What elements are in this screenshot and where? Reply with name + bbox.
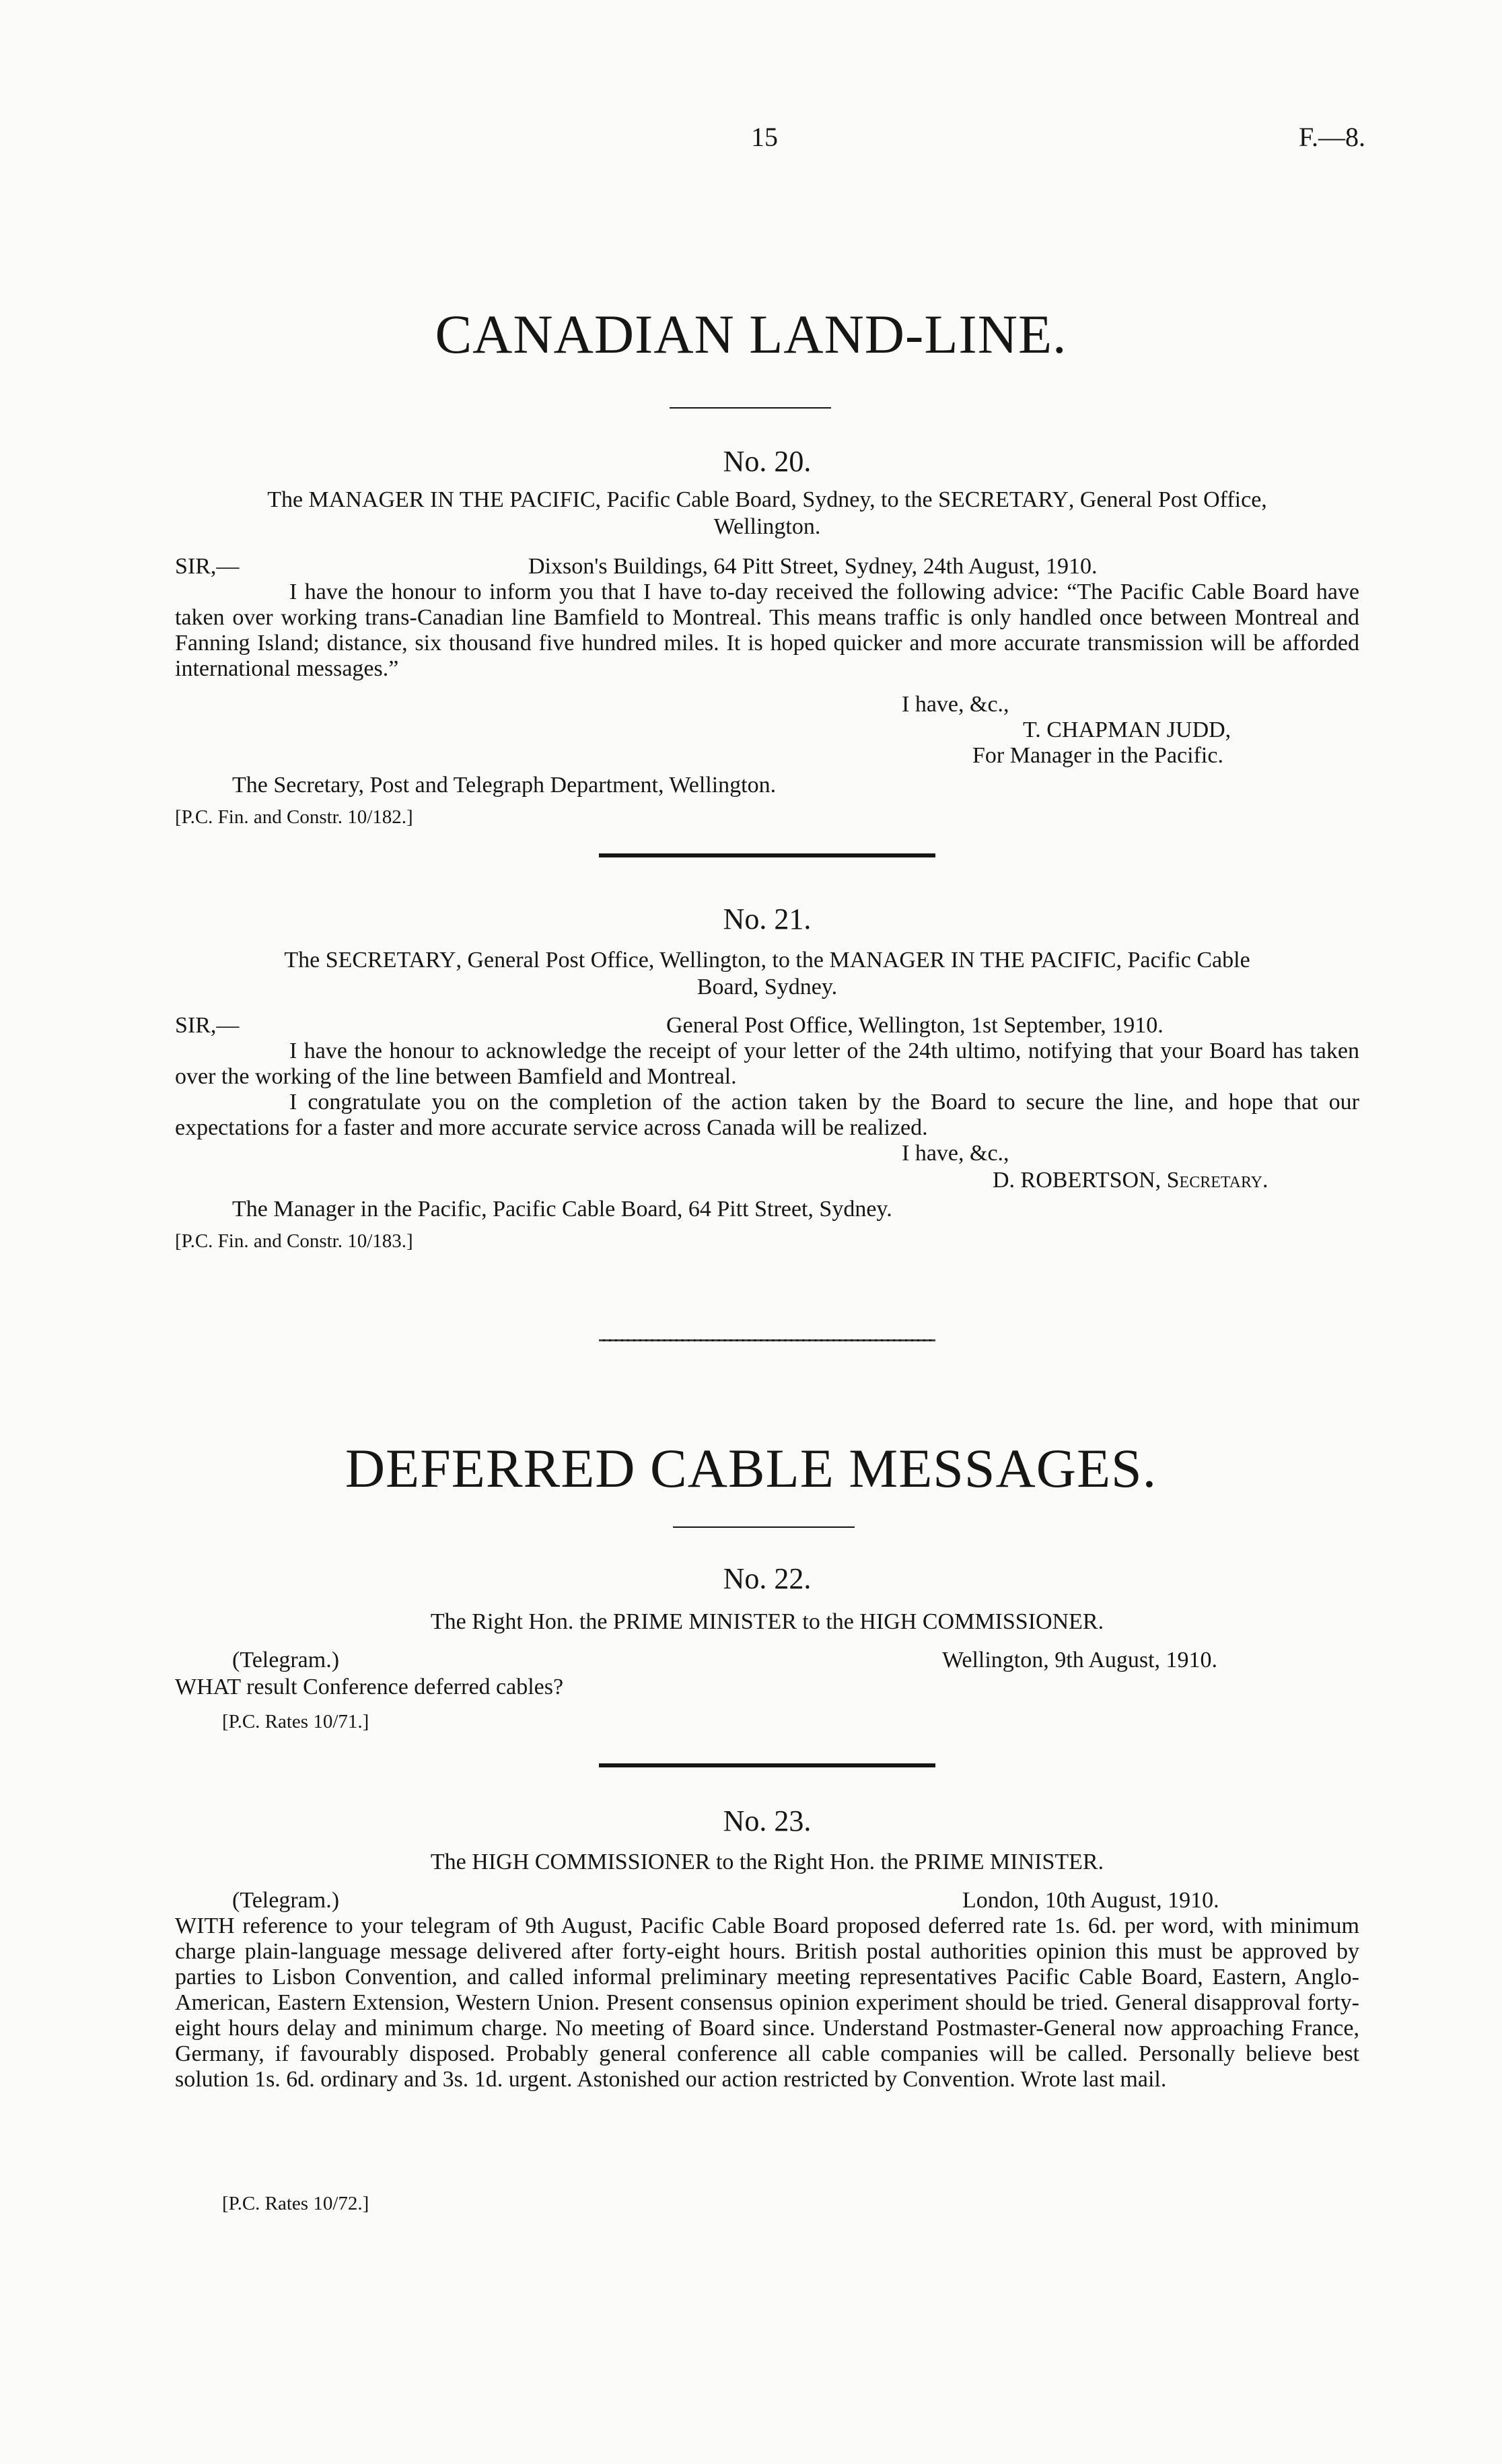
message-23-body: WITH reference to your telegram of 9th August, Pacific Cable Board proposed deferred rate 1s. 6d. per word, with minimum charge plain-language message delivered after forty-eight hours. British postal authorities opinion this must be approved by parties to Lisbon Convention, and called informal preliminary meeting representatives Pacific Cable Board, Eastern, Anglo-American, Eastern Extension, Western Union. Present consensus opinion experiment should be tried. General disapproval forty-eight hours delay and minimum charge. No meeting of Board since. Understand Postmaster-General now approaching France, Germany, if favourably disposed. Probably general conference all cable companies will be called. Personally believe best solution 1s. 6d. ordinary and 3s. 1d. urgent. Astonished our action restricted by Convention. Wrote last mail.	[175, 1913, 1359, 2092]
letter-separator-rule	[599, 853, 935, 857]
letter-20-body: I have the honour to inform you that I have to-day received the following advice: “The Pacific Cable Board have taken over working trans-Canadian line Bamfield to Montreal. This means traffic is only handled once between Montreal and Fanning Island; distance, six thousand five hundred miles. It is hoped quicker and more accurate transmission will be afforded international messages.”	[175, 579, 1359, 681]
message-22-file-ref: [P.C. Rates 10/71.]	[222, 1711, 369, 1732]
letter-20-from: MANAGER IN THE PACIFIC	[308, 487, 596, 512]
letter-number-21: No. 21.	[723, 903, 812, 936]
letter-20-signatory: T. CHAPMAN JUDD,	[1023, 717, 1231, 742]
message-22-type: (Telegram.)	[232, 1648, 340, 1673]
message-23-heading: The HIGH COMMISSIONER to the Right Hon. the PRIME MINISTER.	[430, 1850, 1104, 1874]
message-23-file-ref: [P.C. Rates 10/72.]	[222, 2193, 369, 2214]
letter-number-20: No. 20.	[723, 445, 812, 478]
letter-21-recipient: The Manager in the Pacific, Pacific Cable Board, 64 Pitt Street, Sydney.	[232, 1197, 892, 1222]
title-rule	[670, 407, 831, 409]
message-number-23: No. 23.	[723, 1804, 812, 1837]
message-23-type: (Telegram.)	[232, 1888, 340, 1913]
section-title-canadian-landline: CANADIAN LAND-LINE.	[435, 304, 1067, 365]
message-number-22: No. 22.	[723, 1562, 812, 1595]
letter-21-address-tail: Pacific Cable	[1127, 948, 1250, 973]
letter-21-address: The SECRETARY, General Post Office, Wellington, to the MANAGER IN THE PACIFIC, Pacific Cable Board, Sydney.	[284, 948, 1250, 999]
letter-21-file-ref: [P.C. Fin. and Constr. 10/183.]	[175, 1230, 413, 1252]
letter-20-address-tail: General Post Office,	[1079, 487, 1267, 512]
section-title-deferred-cable-messages: DEFERRED CABLE MESSAGES.	[345, 1438, 1157, 1499]
letter-21-address-rest: General Post Office, Wellington, to the	[467, 948, 824, 973]
letter-20-address: The MANAGER IN THE PACIFIC, Pacific Cable Board, Sydney, to the SECRETARY, General Post Office, Wellington.	[267, 487, 1267, 539]
document-reference: F.—8.	[1299, 122, 1366, 152]
letter-21-signatory: D. ROBERTSON, Secretary.	[993, 1168, 1268, 1193]
letter-20-salutation: SIR,—	[175, 554, 240, 579]
page-number: 15	[751, 122, 778, 152]
letter-20-recipient: The Secretary, Post and Telegraph Department, Wellington.	[232, 773, 777, 798]
letter-21-to: MANAGER IN THE PACIFIC	[829, 948, 1116, 973]
letter-21-body-paragraph-2: I congratulate you on the completion of the action taken by the Board to secure the line, and hope that our expectations for a faster and more accurate service across Canada will be realized.	[175, 1090, 1359, 1140]
letter-20-place-date: Dixson's Buildings, 64 Pitt Street, Sydney, 24th August, 1910.	[528, 554, 1098, 579]
letter-20-to: SECRETARY	[938, 487, 1069, 512]
letter-21-place-date: General Post Office, Wellington, 1st September, 1910.	[666, 1013, 1164, 1038]
letter-20-closing: I have, &c.,	[902, 692, 1009, 717]
letter-21-from: SECRETARY	[325, 948, 456, 973]
message-separator-rule	[599, 1763, 935, 1767]
letter-21-salutation: SIR,—	[175, 1013, 240, 1038]
message-23-place-date: London, 10th August, 1910.	[962, 1888, 1219, 1913]
message-22-place-date: Wellington, 9th August, 1910.	[942, 1648, 1218, 1673]
letter-20-signatory-title: For Manager in the Pacific.	[972, 743, 1223, 768]
message-22-body: WHAT result Conference deferred cables?	[175, 1675, 564, 1699]
letter-20-file-ref: [P.C. Fin. and Constr. 10/182.]	[175, 806, 413, 828]
letter-20-address-line2: Wellington.	[713, 514, 821, 539]
letter-20-address-rest: Pacific Cable Board, Sydney, to the	[606, 487, 933, 512]
letter-21-address-line2: Board, Sydney.	[696, 975, 838, 999]
letter-21-closing: I have, &c.,	[902, 1141, 1009, 1166]
section-separator-rule	[599, 1339, 935, 1341]
title-rule-2	[673, 1526, 855, 1528]
message-22-heading: The Right Hon. the PRIME MINISTER to the HIGH COMMISSIONER.	[430, 1609, 1104, 1634]
letter-21-body-paragraph-1: I have the honour to acknowledge the receipt of your letter of the 24th ultimo, notifying that your Board has taken over the working of the line between Bamfield and Montreal.	[175, 1039, 1359, 1089]
